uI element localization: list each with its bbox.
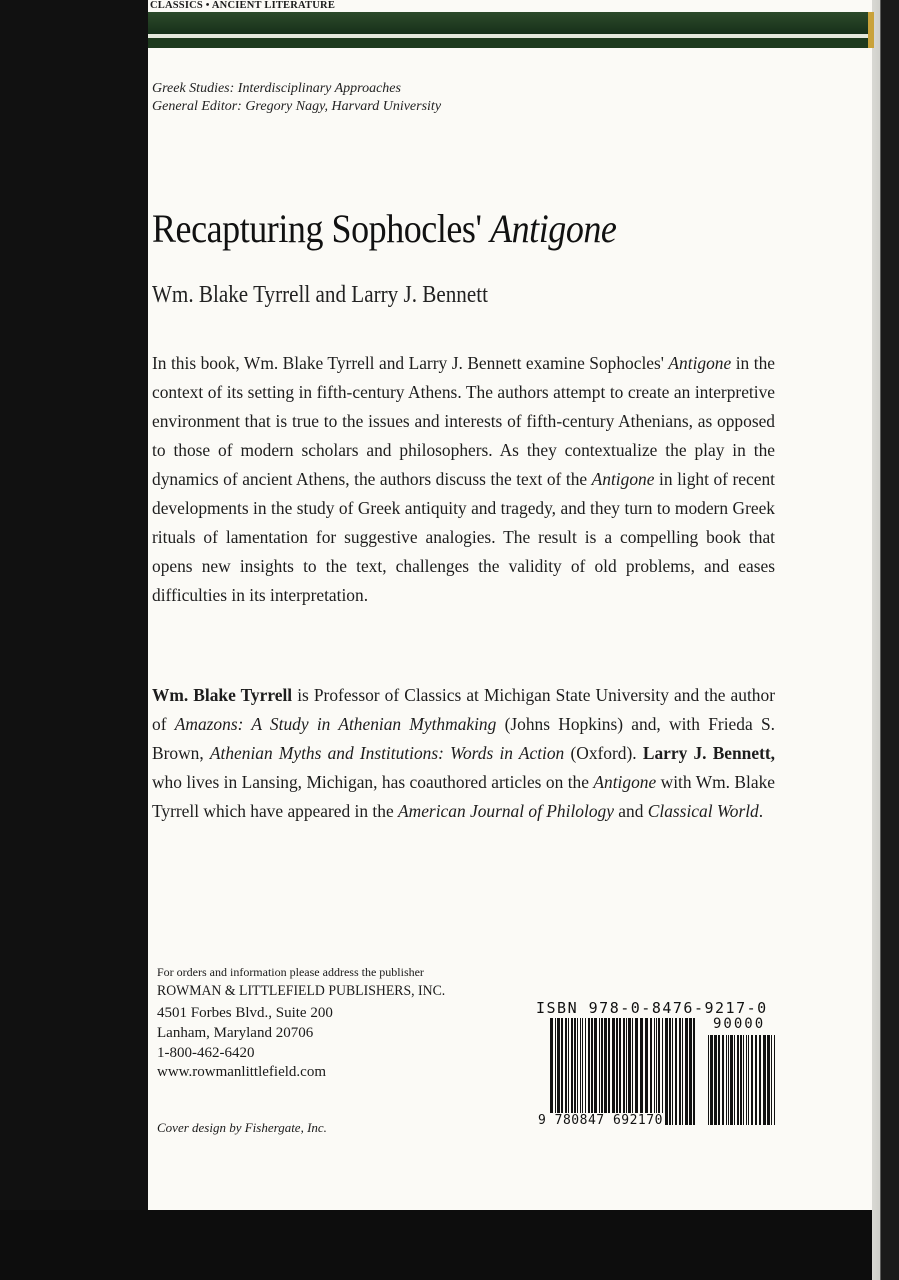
barcode-bar — [708, 1035, 709, 1125]
barcode-bar — [557, 1018, 560, 1125]
book-authors: Wm. Blake Tyrrell and Larry J. Bennett — [152, 282, 488, 308]
barcode-bar — [616, 1018, 618, 1125]
barcode-bar — [650, 1018, 652, 1125]
barcode-bar — [685, 1018, 688, 1125]
barcode-bar — [626, 1018, 627, 1125]
barcode-bar — [585, 1018, 586, 1125]
barcode-bar — [582, 1018, 583, 1125]
barcode-bar — [588, 1018, 590, 1125]
author2-name: Larry J. Bennett, — [642, 743, 776, 763]
barcode-addon-digits: 90000 — [713, 1016, 766, 1032]
cover-design-credit: Cover design by Fishergate, Inc. — [157, 1120, 327, 1135]
publisher-name: ROWMAN & LITTLEFIELD PUBLISHERS, INC. — [157, 983, 446, 999]
barcode-ean-digits: 9 780847 692170 — [538, 1113, 663, 1128]
barcode-bar — [737, 1035, 739, 1125]
barcode-bar — [665, 1018, 668, 1125]
barcode-bar — [645, 1018, 648, 1125]
barcode-bar — [623, 1018, 625, 1125]
isbn-number: ISBN 978-0-8476-9217-0 — [536, 999, 768, 1017]
general-editor: General Editor: Gregory Nagy, Harvard University — [152, 99, 442, 114]
barcode-bar — [675, 1018, 677, 1125]
author-bios: Wm. Blake Tyrrell is Professor of Classics at Michigan State University and the author of Amazons: A Study in Athenian Mythmaking (Johns Hopkins) and, with Frieda S. Brown, Athenian Myths and Institutions: Words in Action (Oxford). Larry J. Bennett, who lives in Lansing, Michigan, has coauthored articles on the Antigone with Wm. Blake Tyrrell which have appeared in the American Journal of Philology and Classical World. — [152, 685, 776, 821]
barcode-bar — [740, 1035, 742, 1125]
barcode-bar — [568, 1018, 569, 1125]
barcode-bar — [604, 1018, 607, 1125]
barcode-bar — [565, 1018, 567, 1125]
barcode-bar — [580, 1018, 581, 1125]
barcode-bar — [591, 1018, 593, 1125]
barcode-bar — [771, 1035, 772, 1125]
barcode-bar — [743, 1035, 744, 1125]
barcode-bar — [693, 1018, 695, 1125]
barcode-bar — [718, 1035, 720, 1125]
barcode-bar — [608, 1018, 610, 1125]
barcode-bar — [734, 1035, 735, 1125]
barcode-bar — [640, 1018, 643, 1125]
book-title-main: Recapturing Sophocles' — [152, 206, 482, 251]
barcode-bar — [672, 1018, 673, 1125]
book-title — [152, 205, 616, 252]
barcode-bar — [774, 1035, 775, 1125]
publisher-website: www.rowmanlittlefield.com — [157, 1064, 326, 1080]
barcode-bar — [669, 1018, 671, 1125]
barcode-addon — [708, 1035, 777, 1125]
barcode-bar — [571, 1018, 573, 1125]
barcode-bar — [679, 1018, 681, 1125]
barcode-bar — [710, 1035, 713, 1125]
book-summary: In this book, Wm. Blake Tyrrell and Larry J. Bennett examine Sophocles' Antigone in the context of its setting in fifth-century Athens. The authors attempt to create an interpretive environment that is true to the issues and interests of fifth-century Athenians, as opposed to those of modern scholars and philosophers. As they contextualize the play in the dynamics of ancient Athens, the authors discuss the text of the Antigone in light of recent developments in the study of Greek antiquity and tragedy, and they turn to modern Greek rituals of lamentation for suggestive analogies. The result is a compelling book that opens new insights to the text, challenges the validity of old problems, and eases difficulties in its interpretation. — [152, 353, 775, 605]
barcode-bar — [555, 1018, 556, 1125]
barcode-bar — [730, 1035, 733, 1125]
barcode-bar — [748, 1035, 749, 1125]
barcode-bar — [635, 1018, 638, 1125]
barcode-bar — [682, 1018, 683, 1125]
barcode-bar — [612, 1018, 615, 1125]
barcode-bar — [550, 1018, 553, 1125]
author1-name: Wm. Blake Tyrrell — [152, 685, 293, 705]
barcode-bar — [601, 1018, 603, 1125]
publisher-phone: 1-800-462-6420 — [157, 1045, 255, 1061]
barcode-bar — [628, 1018, 631, 1125]
barcode-bar — [689, 1018, 692, 1125]
series-name: Greek Studies: Interdisciplinary Approaches — [152, 81, 401, 96]
barcode-bar — [654, 1018, 655, 1125]
barcode-bar — [767, 1035, 770, 1125]
barcode-bar — [763, 1035, 766, 1125]
barcode-bar — [599, 1018, 600, 1125]
barcode-bar — [577, 1018, 578, 1125]
background-band — [0, 1210, 872, 1280]
barcode-bar — [714, 1035, 717, 1125]
header-stripe-thin — [148, 38, 872, 48]
barcode-bar — [662, 1018, 663, 1125]
barcode-bar — [746, 1035, 747, 1125]
barcode-bar — [755, 1035, 757, 1125]
barcode-bar — [574, 1018, 576, 1125]
barcode-bar — [658, 1018, 660, 1125]
header-stripe — [148, 12, 872, 34]
barcode-bar — [656, 1018, 657, 1125]
barcode-bar — [722, 1035, 724, 1125]
subject-label: CLASSICS • ANCIENT LITERATURE — [150, 0, 336, 11]
barcode-bar — [751, 1035, 753, 1125]
barcode-main — [550, 1018, 698, 1125]
barcode-bar — [632, 1018, 633, 1125]
barcode-bar — [728, 1035, 729, 1125]
publisher-address-line2: Lanham, Maryland 20706 — [157, 1025, 314, 1041]
publisher-address-line1: 4501 Forbes Blvd., Suite 200 — [157, 1005, 333, 1021]
barcode-bar — [726, 1035, 727, 1125]
book-spine-edge — [872, 0, 899, 1280]
book-title-italic: Antigone — [490, 206, 617, 251]
gold-edge-accent — [868, 12, 874, 48]
barcode-bar — [594, 1018, 597, 1125]
barcode-bar — [759, 1035, 761, 1125]
barcode-bar — [561, 1018, 563, 1125]
orders-note: For orders and information please address the publisher — [157, 965, 424, 979]
barcode-bar — [619, 1018, 621, 1125]
